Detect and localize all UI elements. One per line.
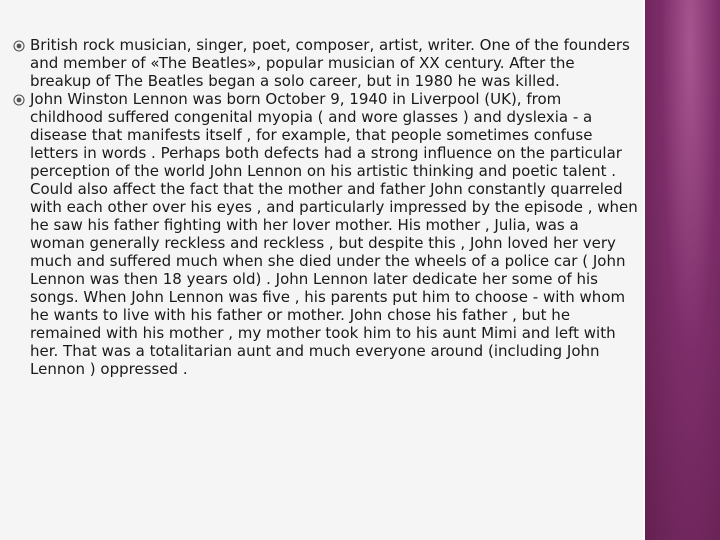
bullet-text: British rock musician, singer, poet, composer, artist, writer. One of the founders and member of «The Beatles», popular musician of XX century. After the breakup of The Beatles began a solo career, but in 1980 he was killed. bbox=[30, 36, 630, 90]
circled-bullet-icon bbox=[13, 40, 25, 52]
circled-bullet-icon bbox=[13, 94, 25, 106]
decorative-side-band bbox=[643, 0, 720, 540]
bullet-list bbox=[10, 36, 638, 378]
bullet-item bbox=[10, 90, 638, 378]
bullet-item bbox=[10, 36, 638, 90]
bullet-text: John Winston Lennon was born October 9, 1940 in Liverpool (UK), from childhood suffered congenital myopia ( and wore glasses ) and dyslexia - a disease that manifests itself , for example, that people sometimes confuse letters in words . Perhaps both defects had a strong influence on the particular perception of the world John Lennon on his artistic thinking and poetic talent . Could also affect the fact that the mother and father John constantly quarreled with each other over his eyes , and particularly impressed by the episode , when he saw his father fighting with her lover mother. His mother , Julia, was a woman generally reckless and reckless , but despite this , John loved her very much and suffered much when she died under the wheels of a police car ( John Lennon was then 18 years old) . John Lennon later dedicate her some of his songs. When John Lennon was five , his parents put him to choose - with whom he wants to live with his father or mother. John chose his father , but he remained with his mother , my mother took him to his aunt Mimi and left with her. That was a totalitarian aunt and much everyone around (including John Lennon ) oppressed . bbox=[30, 90, 638, 378]
